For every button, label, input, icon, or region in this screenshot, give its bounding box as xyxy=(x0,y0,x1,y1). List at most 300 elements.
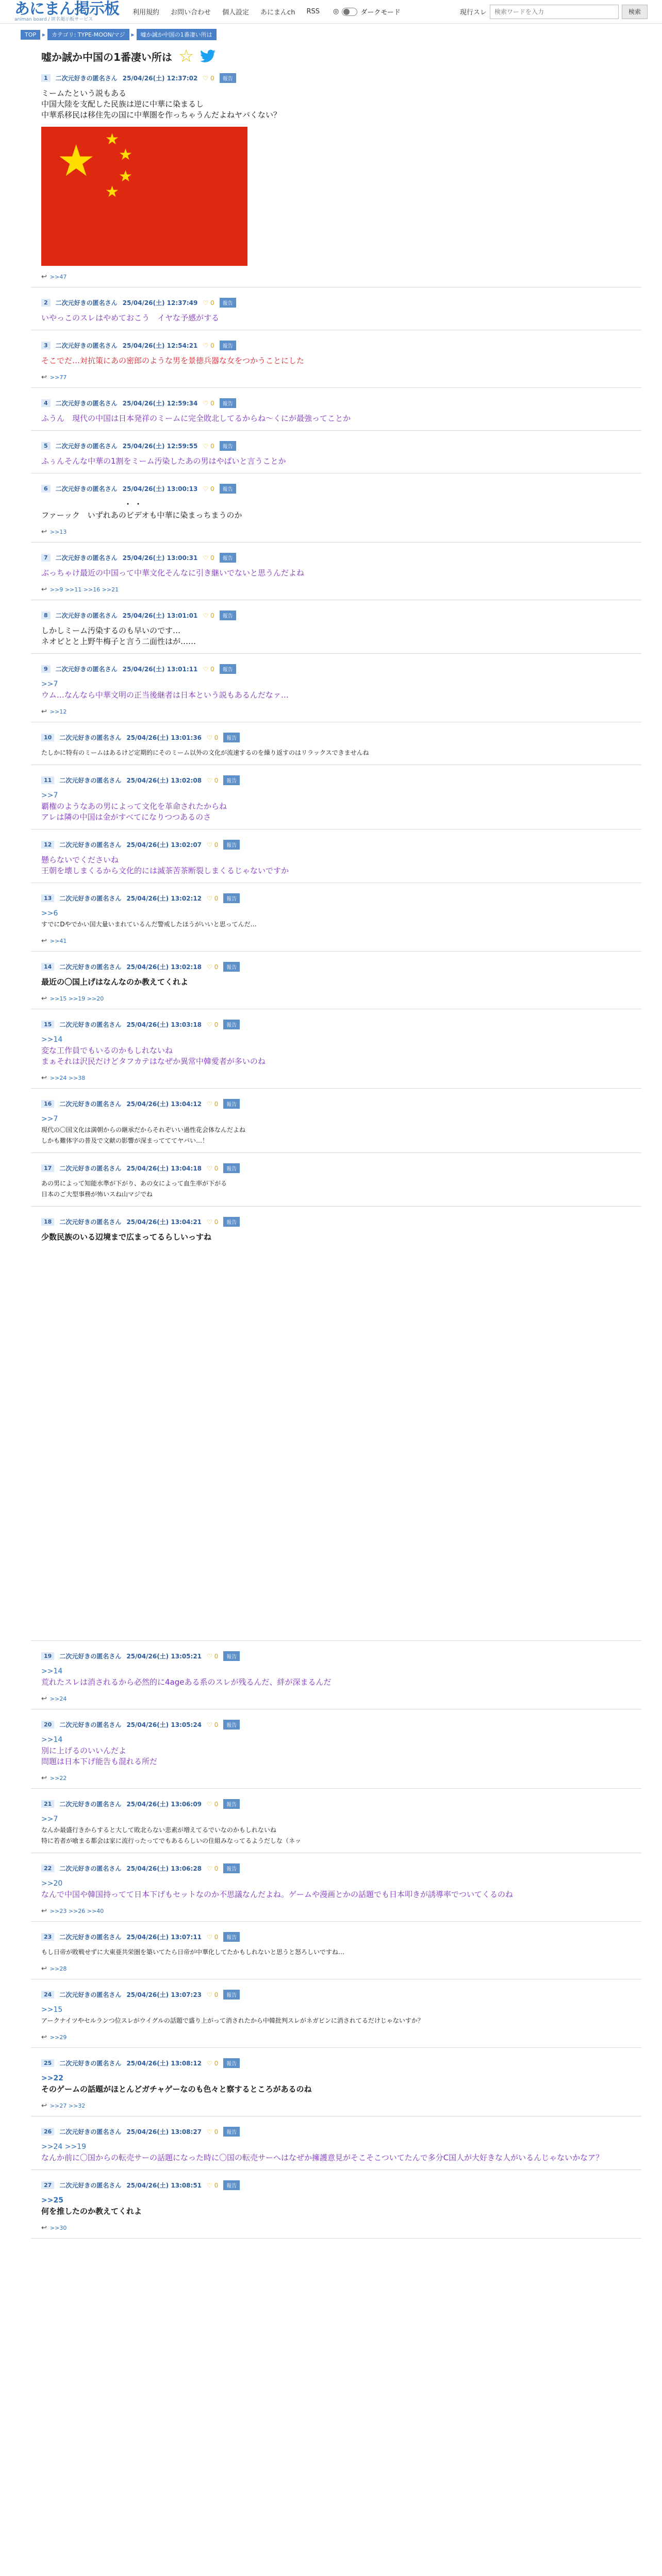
post-body xyxy=(41,855,641,876)
post-header xyxy=(41,1799,641,1809)
report-button[interactable]: 報告 xyxy=(220,611,236,620)
reply-list[interactable]: >>15 >>19 >>20 xyxy=(49,995,104,1002)
like-count: 0 xyxy=(210,665,214,673)
reply-icon: ↩ xyxy=(41,2033,47,2041)
post-body xyxy=(41,568,641,579)
post-header xyxy=(41,611,641,620)
header-bar xyxy=(0,0,662,24)
site-logo[interactable] xyxy=(14,2,119,22)
reply-links[interactable] xyxy=(41,273,641,281)
post-text-line: 日本のご大型事務が怖いスね山マジでね xyxy=(41,1191,153,1198)
nav-animanch[interactable]: あにまんch xyxy=(260,9,295,16)
search-input[interactable] xyxy=(490,5,619,19)
report-button[interactable]: 報告 xyxy=(220,341,236,350)
reply-icon: ↩ xyxy=(41,528,47,536)
post-body xyxy=(41,2073,641,2095)
like-button[interactable] xyxy=(203,400,214,407)
like-button[interactable] xyxy=(207,777,218,784)
reply-links[interactable] xyxy=(41,586,641,594)
like-button[interactable] xyxy=(207,895,218,902)
like-button[interactable] xyxy=(203,299,214,307)
header-nav xyxy=(133,7,401,16)
post-number[interactable]: 3 xyxy=(41,342,51,349)
reply-anchor-link[interactable]: >>7 xyxy=(41,791,58,800)
post-number[interactable]: 11 xyxy=(41,776,54,784)
heart-icon: ♡ xyxy=(207,1933,212,1941)
post-header xyxy=(41,441,641,451)
post-body xyxy=(41,2005,641,2026)
heart-icon: ♡ xyxy=(203,74,209,82)
report-button[interactable]: 報告 xyxy=(223,733,240,742)
flag-star-icon: ★ xyxy=(57,135,96,186)
post-body xyxy=(41,1178,641,1200)
reply-icon: ↩ xyxy=(41,374,47,381)
post-number[interactable]: 19 xyxy=(41,1652,54,1660)
reply-anchor-link[interactable]: >>14 xyxy=(41,1667,63,1675)
post-author: 二次元好きの匿名さん xyxy=(59,734,122,741)
post-date: 25/04/26(土) 13:01:36 xyxy=(126,734,202,741)
post-number[interactable]: 4 xyxy=(41,399,51,407)
report-button[interactable]: 報告 xyxy=(223,1163,240,1173)
post-list xyxy=(0,68,662,2239)
like-count: 0 xyxy=(214,776,219,784)
like-button[interactable] xyxy=(203,485,214,493)
report-button[interactable]: 報告 xyxy=(223,1720,240,1730)
post-body xyxy=(41,1114,641,1146)
reply-links[interactable] xyxy=(41,995,641,1003)
post-number[interactable]: 20 xyxy=(41,1721,54,1728)
post-text-line: 現代の〇国文化は満朝からの継承だからそれぞいい過性花会体なんだよね xyxy=(41,1126,246,1133)
reply-icon: ↩ xyxy=(41,1074,47,1082)
post-header xyxy=(41,1863,641,1873)
post-item xyxy=(31,1094,641,1153)
report-button[interactable]: 報告 xyxy=(223,1099,240,1109)
post-number[interactable]: 5 xyxy=(41,442,51,450)
like-button[interactable] xyxy=(207,1991,218,1998)
like-button[interactable] xyxy=(203,75,214,82)
reply-icon: ↩ xyxy=(41,937,47,945)
post-date: 25/04/26(土) 13:00:13 xyxy=(122,485,198,493)
reply-links[interactable] xyxy=(41,374,641,381)
like-count: 0 xyxy=(214,1100,219,1108)
post-author: 二次元好きの匿名さん xyxy=(55,342,118,349)
reply-list[interactable]: >>28 xyxy=(49,1965,67,1972)
post-body xyxy=(41,748,641,758)
nav-settings[interactable]: 個人設定 xyxy=(222,9,250,16)
post-text-line: ウム…なんなら中華文明の正当後継者は日本という説もあるんだなァ… xyxy=(41,690,289,700)
reply-anchor-link[interactable]: >>7 xyxy=(41,1115,58,1123)
reply-icon: ↩ xyxy=(41,2102,47,2110)
post-number[interactable]: 1 xyxy=(41,74,51,82)
post-item xyxy=(31,957,641,1009)
post-number[interactable]: 22 xyxy=(41,1865,54,1872)
heart-icon: ♡ xyxy=(207,841,212,849)
heart-icon: ♡ xyxy=(203,342,209,349)
like-button[interactable] xyxy=(207,2060,218,2067)
reply-list[interactable]: >>22 xyxy=(49,1775,67,1782)
thread-header xyxy=(0,40,662,68)
like-count: 0 xyxy=(214,1800,219,1808)
post-number[interactable]: 21 xyxy=(41,1800,54,1808)
heart-icon: ♡ xyxy=(207,1021,212,1028)
heart-icon: ♡ xyxy=(207,1991,212,1998)
reply-icon: ↩ xyxy=(41,995,47,1003)
post-number[interactable]: 8 xyxy=(41,612,51,619)
reply-icon: ↩ xyxy=(41,1695,47,1703)
post-text-line: もし日帝が敗戦せずに大東亜共栄圏を築いてたら日帝が中華化してたかもしれないと思うと怒ろしいですね… xyxy=(41,1948,345,1956)
post-text-line: なんで中国や韓国持ってて日本下げもセットなのか不思議なんだよね。ゲームや漫画とかの話題でも日本叩きが誘導率でついてくるのね xyxy=(41,1890,514,1899)
reply-links[interactable] xyxy=(41,1074,641,1082)
like-count: 0 xyxy=(210,299,214,307)
post-author: 二次元好きの匿名さん xyxy=(59,777,122,784)
post-number[interactable]: 24 xyxy=(41,1991,54,1998)
post-author: 二次元好きの匿名さん xyxy=(59,1021,122,1028)
like-button[interactable] xyxy=(207,734,218,741)
post-number[interactable]: 23 xyxy=(41,1933,54,1941)
breadcrumb-separator-icon: ▸ xyxy=(42,31,46,38)
post-body xyxy=(41,413,641,424)
heart-icon: ♡ xyxy=(207,963,212,971)
post-number[interactable]: 10 xyxy=(41,734,54,741)
reply-anchor-link[interactable]: >>20 xyxy=(41,1879,63,1888)
post-text-line: 荒れたスレは消されるから必然的に4ageある系のスレが残るんだ、絆が深まるんだ xyxy=(41,1677,332,1687)
report-button[interactable]: 報告 xyxy=(223,1990,240,1999)
post-number[interactable]: 26 xyxy=(41,2128,54,2136)
reply-icon: ↩ xyxy=(41,273,47,281)
reply-list[interactable]: >>9 >>11 >>16 >>21 xyxy=(49,586,119,593)
post-author: 二次元好きの匿名さん xyxy=(59,1865,122,1872)
post-header xyxy=(41,1720,641,1730)
post-author: 二次元好きの匿名さん xyxy=(55,443,118,450)
post-text-line: そのゲームの話題がほとんどガチャゲーなのも色々と察するところがあるのね xyxy=(41,2084,312,2094)
post-item xyxy=(31,888,641,952)
like-button[interactable] xyxy=(203,342,214,349)
post-item xyxy=(31,1927,641,1979)
post-header xyxy=(41,1020,641,1029)
post-date: 25/04/26(土) 12:37:02 xyxy=(122,75,198,82)
post-text-line: あの男によって知能水準が下がり、あの女によって血生率が下がる xyxy=(41,1180,227,1187)
like-count: 0 xyxy=(214,1933,219,1941)
post-number[interactable]: 6 xyxy=(41,485,51,493)
post-text-line: 別に上げるのいいんだよ xyxy=(41,1746,127,1755)
flag-star-icon: ★ xyxy=(119,167,133,185)
like-button[interactable] xyxy=(207,841,218,849)
logo-text[interactable]: あにまん掲示板 xyxy=(14,0,119,18)
like-button[interactable] xyxy=(207,1721,218,1728)
post-item xyxy=(31,335,641,388)
reply-anchor-link[interactable]: >>7 xyxy=(41,680,58,688)
report-button[interactable]: 報告 xyxy=(220,664,236,674)
like-count: 0 xyxy=(214,841,219,849)
post-number[interactable]: 15 xyxy=(41,1021,54,1028)
like-button[interactable] xyxy=(207,1801,218,1808)
like-count: 0 xyxy=(214,1721,219,1728)
nav-contact[interactable]: お問い合わせ xyxy=(171,9,211,16)
reply-list[interactable]: >>12 xyxy=(49,708,67,715)
report-button[interactable]: 報告 xyxy=(223,893,240,903)
post-author: 二次元好きの匿名さん xyxy=(55,75,118,82)
like-count: 0 xyxy=(214,2128,219,2136)
post-number[interactable]: 25 xyxy=(41,2059,54,2067)
report-button[interactable]: 報告 xyxy=(220,73,236,83)
like-button[interactable] xyxy=(203,554,214,562)
like-button[interactable] xyxy=(207,1653,218,1660)
post-author: 二次元好きの匿名さん xyxy=(55,485,118,493)
post-header xyxy=(41,341,641,350)
report-button[interactable]: 報告 xyxy=(220,398,236,408)
post-text-line: まぁそれは沢民だけどタフカテはなぜか異常中韓愛者が多いのね xyxy=(41,1057,266,1066)
post-date: 25/04/26(土) 13:08:27 xyxy=(126,2128,202,2136)
reply-icon: ↩ xyxy=(41,1907,47,1915)
reply-icon: ↩ xyxy=(41,2224,47,2232)
like-button[interactable] xyxy=(207,1934,218,1941)
post-number[interactable]: 12 xyxy=(41,841,54,849)
post-date: 25/04/26(土) 13:07:23 xyxy=(126,1991,202,1998)
reply-anchor-link[interactable]: >>14 xyxy=(41,1036,63,1044)
like-button[interactable] xyxy=(207,1100,218,1108)
post-date: 25/04/26(土) 13:06:09 xyxy=(126,1801,202,1808)
reply-links[interactable] xyxy=(41,2033,641,2041)
like-button[interactable] xyxy=(207,2182,218,2189)
like-count: 0 xyxy=(210,399,214,407)
report-button[interactable]: 報告 xyxy=(220,441,236,451)
toggle-knob xyxy=(343,9,350,15)
heart-icon: ♡ xyxy=(203,554,209,562)
post-text-line: アークナイツやセルランつ位スレがウイグルの話題で盛り上がって消されたから中韓批判スレがネガピンに消されてるだけじゃないすか？ xyxy=(41,2017,424,2024)
china-flag-image[interactable] xyxy=(41,127,247,266)
report-button[interactable]: 報告 xyxy=(223,1217,240,1227)
star-icon[interactable]: ☆ xyxy=(178,46,194,66)
breadcrumb xyxy=(0,24,662,40)
report-button[interactable]: 報告 xyxy=(223,2058,240,2068)
heart-icon: ♡ xyxy=(207,734,212,741)
post-text-line: 中国大陸を支配した民族は逆に中華に染まるし xyxy=(41,99,204,109)
reply-anchor-link[interactable]: >>14 xyxy=(41,1736,63,1744)
search-scope-select[interactable]: 現行スレ xyxy=(459,9,487,16)
post-author: 二次元好きの匿名さん xyxy=(59,1653,122,1660)
logo-subtext: animan board / 匿名掲示板サービス xyxy=(14,16,93,22)
post-text-line: すでにDやでかい国大量いまれているんだ警戒したほうがいいと思ってんだ… xyxy=(41,921,257,928)
reply-links[interactable] xyxy=(41,2102,641,2110)
post-body xyxy=(41,88,641,266)
reply-list[interactable]: >>24 >>38 xyxy=(49,1075,86,1081)
reply-anchor-link[interactable]: >>6 xyxy=(41,909,58,918)
reply-links[interactable] xyxy=(41,1695,641,1703)
reply-list[interactable]: >>41 xyxy=(49,938,67,944)
post-text-line: ネオピとと上野牛梅子と言う二面性はが…… xyxy=(41,637,196,646)
reply-list[interactable]: >>29 xyxy=(49,2034,67,2041)
post-date: 25/04/26(土) 13:02:08 xyxy=(126,777,202,784)
report-button[interactable]: 報告 xyxy=(223,840,240,850)
reply-anchor-link[interactable]: >>15 xyxy=(41,2006,63,2014)
nav-terms[interactable]: 利用規約 xyxy=(133,9,160,16)
like-button[interactable] xyxy=(207,1021,218,1028)
like-button[interactable] xyxy=(203,666,214,673)
post-body xyxy=(41,1735,641,1767)
heart-icon: ♡ xyxy=(203,665,209,673)
search-button[interactable]: 検索 xyxy=(622,5,648,19)
like-count: 0 xyxy=(210,485,214,493)
reply-list[interactable]: >>27 >>32 xyxy=(49,2103,86,2109)
reply-list[interactable]: >>24 xyxy=(49,1696,67,1702)
like-button[interactable] xyxy=(203,443,214,450)
post-author: 二次元好きの匿名さん xyxy=(55,400,118,407)
reply-links[interactable] xyxy=(41,1907,641,1915)
reply-list[interactable]: >>13 xyxy=(49,529,67,535)
post-author: 二次元好きの匿名さん xyxy=(59,1218,122,1226)
post-spacer xyxy=(41,1243,641,1634)
post-header xyxy=(41,2180,641,2190)
post-number[interactable]: 7 xyxy=(41,554,51,562)
post-item xyxy=(31,548,641,600)
post-date: 25/04/26(土) 13:04:18 xyxy=(126,1165,202,1172)
post-number[interactable]: 14 xyxy=(41,963,54,971)
heart-icon: ♡ xyxy=(207,2128,212,2136)
post-text-line: しかしミーム汚染するのも早いのです… xyxy=(41,626,181,635)
post-date: 25/04/26(土) 13:01:01 xyxy=(122,612,198,619)
post-text-line: いやっこのスレはやめておこう イヤな予感がする xyxy=(41,313,220,323)
post-header xyxy=(41,1163,641,1173)
twitter-bird-icon[interactable] xyxy=(200,49,216,63)
report-button[interactable]: 報告 xyxy=(220,298,236,308)
post-body xyxy=(41,625,641,647)
post-body xyxy=(41,456,641,467)
heart-icon: ♡ xyxy=(207,894,212,902)
post-author: 二次元好きの匿名さん xyxy=(55,299,118,307)
like-button[interactable] xyxy=(207,2128,218,2136)
post-date: 25/04/26(土) 12:59:34 xyxy=(122,400,198,407)
report-button[interactable]: 報告 xyxy=(223,962,240,972)
post-date: 25/04/26(土) 13:03:18 xyxy=(126,1021,202,1028)
post-date: 25/04/26(土) 13:04:21 xyxy=(126,1218,202,1226)
post-number[interactable]: 27 xyxy=(41,2181,54,2189)
post-item xyxy=(31,2175,641,2239)
post-number[interactable]: 9 xyxy=(41,665,51,673)
reply-links[interactable] xyxy=(41,708,641,716)
reply-list[interactable]: >>23 >>26 >>40 xyxy=(49,1908,104,1914)
reply-icon: ↩ xyxy=(41,586,47,594)
post-item xyxy=(31,1014,641,1089)
heart-icon: ♡ xyxy=(203,399,209,407)
post-header xyxy=(41,2058,641,2068)
post-body xyxy=(41,1232,641,1243)
post-author: 二次元好きの匿名さん xyxy=(59,841,122,849)
reply-anchor-link[interactable]: >>22 xyxy=(41,2074,63,2082)
post-header xyxy=(41,775,641,785)
like-button[interactable] xyxy=(207,963,218,971)
post-number[interactable]: 16 xyxy=(41,1100,54,1108)
flag-star-icon: ★ xyxy=(105,183,119,201)
report-button[interactable]: 報告 xyxy=(223,775,240,785)
reply-anchor-link[interactable]: >>7 xyxy=(41,1815,58,1823)
post-item xyxy=(31,1715,641,1789)
heart-icon: ♡ xyxy=(207,776,212,784)
post-date: 25/04/26(土) 13:08:12 xyxy=(126,2060,202,2067)
like-button[interactable] xyxy=(203,612,214,619)
post-number[interactable]: 13 xyxy=(41,894,54,902)
reply-anchor-link[interactable]: >>24 >>19 xyxy=(41,2143,87,2151)
post-header xyxy=(41,1932,641,1942)
heart-icon: ♡ xyxy=(207,1800,212,1808)
post-number[interactable]: 17 xyxy=(41,1164,54,1172)
like-count: 0 xyxy=(214,1164,219,1172)
post-body xyxy=(41,1878,641,1900)
like-count: 0 xyxy=(214,2181,219,2189)
like-button[interactable] xyxy=(207,1865,218,1872)
post-item xyxy=(31,479,641,543)
report-button[interactable]: 報告 xyxy=(223,2180,240,2190)
breadcrumb-top[interactable]: TOP xyxy=(21,30,40,40)
report-button[interactable]: 報告 xyxy=(223,1863,240,1873)
post-text-line: なんか最盛行きからすると大して敗北らない悲素が増えてるでいなのかもしれないね xyxy=(41,1826,276,1834)
breadcrumb-category[interactable]: カテゴリ: TYPE-MOON/マジ xyxy=(47,29,129,40)
report-button[interactable]: 報告 xyxy=(223,1799,240,1809)
post-number[interactable]: 18 xyxy=(41,1218,54,1226)
reply-links[interactable] xyxy=(41,1774,641,1782)
nav-rss[interactable]: RSS xyxy=(306,8,320,15)
post-number[interactable]: 2 xyxy=(41,299,51,307)
post-header xyxy=(41,1651,641,1661)
report-button[interactable]: 報告 xyxy=(223,2127,240,2137)
like-count: 0 xyxy=(210,342,214,349)
post-author: 二次元好きの匿名さん xyxy=(59,1165,122,1172)
reply-links[interactable] xyxy=(41,1965,641,1973)
post-item xyxy=(31,393,641,431)
post-author: 二次元好きの匿名さん xyxy=(59,2128,122,2136)
report-button[interactable]: 報告 xyxy=(223,1651,240,1661)
post-text-line: たしかに特有のミームはあるけど定期的にそのミーム以外の文化が流速するのを繰り返すのはリラックスできませんね xyxy=(41,749,369,756)
heart-icon: ♡ xyxy=(207,1721,212,1728)
reply-anchor-link[interactable]: >>25 xyxy=(41,2196,63,2205)
report-button[interactable]: 報告 xyxy=(223,1020,240,1029)
breadcrumb-thread[interactable]: 嘘か誠か中国の1番凄い所は xyxy=(137,29,217,40)
like-button[interactable] xyxy=(207,1165,218,1172)
post-item xyxy=(31,68,641,287)
post-item xyxy=(31,1212,641,1641)
reply-links[interactable] xyxy=(41,2224,641,2232)
post-text-line: しかも難体字の普及で文献の影響が深まってててヤバい…！ xyxy=(41,1137,209,1144)
post-text-line: なんか前に〇国からの転売サーの話題になった時に〇国の転売サーへはなぜか擁護意見がそこそこついてたんで多分C国人が大好きな人がいるんじゃないかなア？ xyxy=(41,2153,604,2162)
report-button[interactable]: 報告 xyxy=(223,1932,240,1942)
post-text-line: ふぅんそんな中華の1割をミーム汚染したあの男はやばいと言うことか xyxy=(41,456,286,466)
post-body xyxy=(41,908,641,930)
reply-list[interactable]: >>30 xyxy=(49,2225,67,2231)
report-button[interactable]: 報告 xyxy=(220,553,236,563)
post-author: 二次元好きの匿名さん xyxy=(59,1801,122,1808)
post-date: 25/04/26(土) 12:59:55 xyxy=(122,443,198,450)
post-header xyxy=(41,1217,641,1227)
reply-list[interactable]: >>77 xyxy=(49,374,67,381)
post-header xyxy=(41,398,641,408)
reply-list[interactable]: >>47 xyxy=(49,274,67,280)
like-button[interactable] xyxy=(207,1218,218,1226)
reply-links[interactable] xyxy=(41,937,641,945)
post-author: 二次元好きの匿名さん xyxy=(59,2182,122,2189)
post-date: 25/04/26(土) 13:05:21 xyxy=(126,1653,202,1660)
dark-mode-toggle[interactable] xyxy=(333,7,401,16)
post-header xyxy=(41,840,641,850)
post-header xyxy=(41,73,641,83)
dark-mode-label: ダークモード xyxy=(360,9,401,16)
report-button[interactable]: 報告 xyxy=(220,484,236,494)
toggle-switch[interactable] xyxy=(342,8,357,16)
post-author: 二次元好きの匿名さん xyxy=(55,612,118,619)
post-author: 二次元好きの匿名さん xyxy=(59,1100,122,1108)
post-text-line: 最近の〇国上げはなんなのか教えてくれよ xyxy=(41,977,189,987)
like-count: 0 xyxy=(210,74,214,82)
post-text-line: ふうん 現代の中国は日本発祥のミームに完全敗北してるからね～くにが最強ってことか xyxy=(41,414,351,423)
reply-links[interactable] xyxy=(41,528,641,536)
